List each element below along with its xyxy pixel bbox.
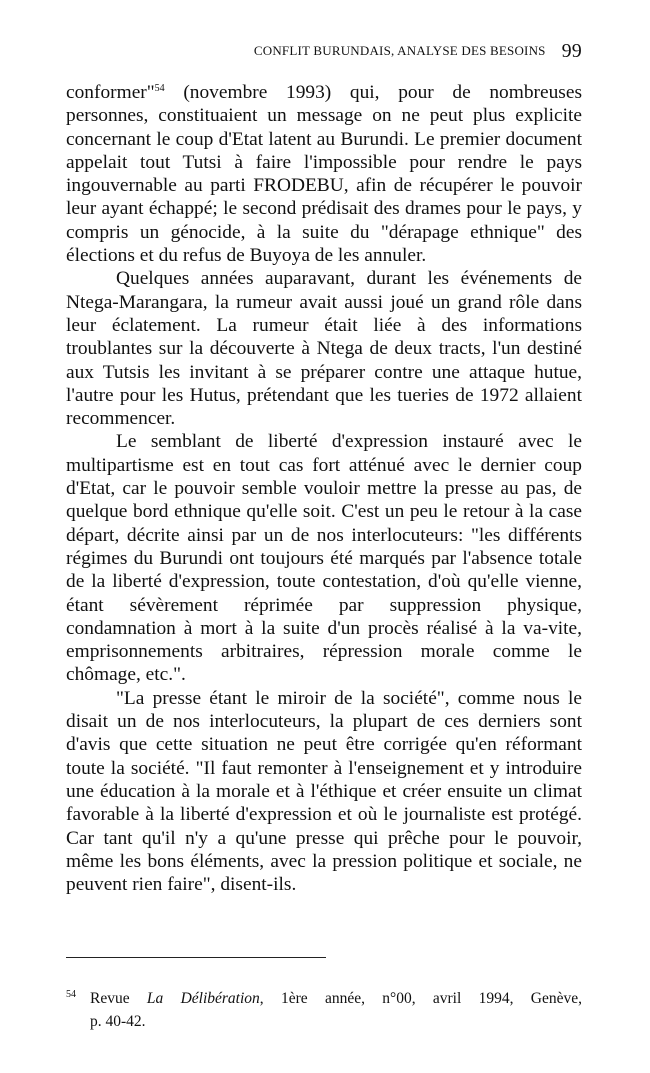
paragraph-1 xyxy=(66,81,582,267)
paragraph-4: "La presse étant le miroir de la société", comme nous le disait un de nos interlocuteurs, la plupart de ces derniers sont d'avis que cette situation ne peut être corrigée qu'en réformant toute la société. "Il faut remonter à l'enseignement et y introduire une éducation à la morale et à l'éthique et créer ensuite un climat favorable à la liberté d'expression et où le journaliste est protégé. Car tant qu'il n'y a qu'une presse qui prêche pour le pouvoir, même les bons éléments, avec la pression politique et sociale, ne peuvent rien faire", disent-ils. xyxy=(66,687,582,896)
footnote xyxy=(66,987,582,1033)
footnote-body xyxy=(66,987,582,1033)
running-title: CONFLIT BURUNDAIS, ANALYSE DES BESOINS xyxy=(253,43,546,58)
footnote-pages: p. 40-42. xyxy=(90,1013,146,1030)
footnote-divider xyxy=(66,957,326,958)
footnote-number: 54 xyxy=(66,989,76,1000)
footnote-details: , 1ère année, n°00, avril 1994, Genève, xyxy=(259,990,582,1007)
page-number: 99 xyxy=(561,40,582,62)
main-text xyxy=(66,81,582,896)
paragraph-1-text: (novembre 1993) qui, pour de nombreuses personnes, constituaient un message on ne peut plus explicite concernant le coup d'Etat latent au Burundi. Le premier document appelait tout Tutsi à faire l'impossible pour rendre le pays ingouvernable au parti FRODEBU, afin de récupérer le pouvoir leur ayant échappé; le second prédisait des drames pour le pays, y compris un génocide, à la suite du "dérapage ethnique" des élections et du refus de Buyoya de les annuler. xyxy=(66,82,582,267)
paragraph-1-opening: conformer" xyxy=(66,82,155,103)
paragraph-2: Quelques années auparavant, durant les événements de Ntega-Marangara, la rumeur avait aussi joué un grand rôle dans leur éclatement. La rumeur était liée à des informations troublantes sur la découverte à Ntega de deux tracts, l'un destiné aux Tutsis les invitant à se préparer contre une attaque hutue, l'autre pour les Hutus, prétendant que les tueries de 1972 allaient recommencer. xyxy=(66,268,582,430)
footnote-journal-title: La Délibération xyxy=(146,990,260,1007)
running-header xyxy=(66,40,582,63)
footnote-reference: 54 xyxy=(154,83,165,94)
footnote-line-1 xyxy=(90,987,582,1010)
paragraph-3: Le semblant de liberté d'expression instauré avec le multipartisme est en tout cas fort atténué avec le dernier coup d'Etat, car le pouvoir semble vouloir mettre la presse au pas, de quelque bord ethnique qu'elle soit. C'est un peu le retour à la case départ, décrite ainsi par un de nos interlocuteurs: "les différents régimes du Burundi ont toujours été marqués par l'absence totale de la liberté d'expression, toute contestation, d'où qu'elle vienne, étant sévèrement réprimée par suppression physique, condamnation à mort à la suite d'un procès réalisé à la va-vite, emprisonnements arbitraires, répression morale comme le chômage, etc.". xyxy=(66,431,582,686)
footnote-prefix: Revue xyxy=(90,990,147,1007)
